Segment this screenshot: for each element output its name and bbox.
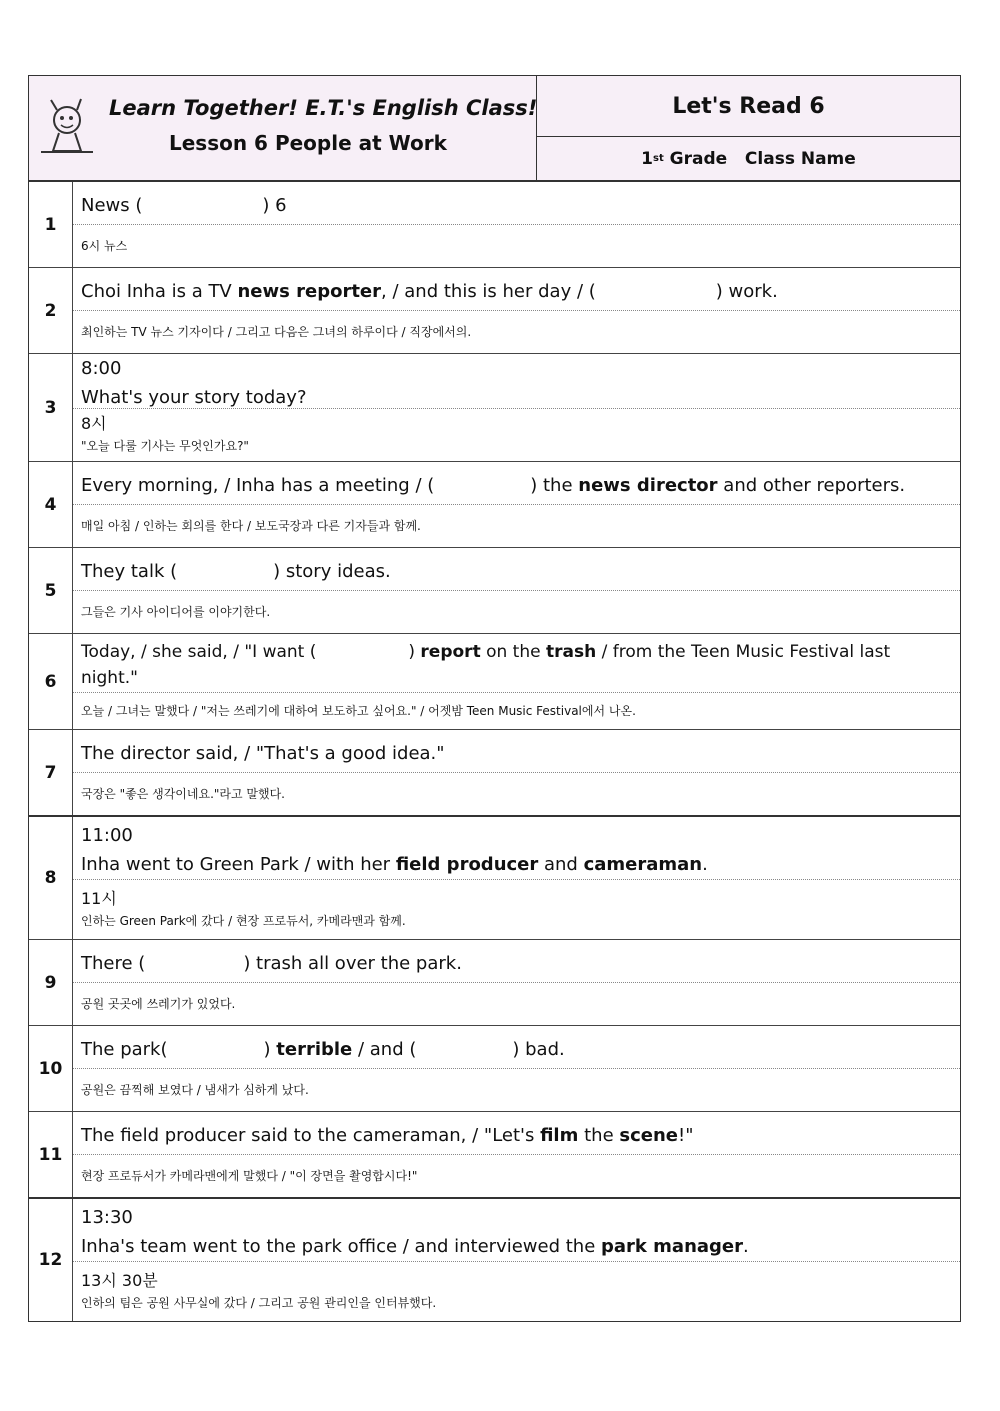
sentence-part: . xyxy=(743,1236,749,1257)
time-label: 13:30 xyxy=(81,1207,133,1228)
row-number: 7 xyxy=(29,730,73,815)
korean-translation: 6시 뉴스 xyxy=(81,239,128,253)
sentence-part: the xyxy=(578,1124,620,1146)
sentence-part: Choi Inha is a TV xyxy=(81,280,238,302)
vocab-word: film xyxy=(540,1124,579,1146)
grade-label: Grade Class Name xyxy=(663,148,856,169)
sentence-row xyxy=(29,1026,960,1112)
sentence-part: , / and this is her day / ( xyxy=(381,280,596,302)
english-sentence xyxy=(73,182,960,225)
et-character-logo-icon xyxy=(37,96,97,158)
sentence-row xyxy=(29,1199,960,1321)
vocab-word: scene xyxy=(619,1124,678,1146)
sentence-part: They talk ( xyxy=(81,560,178,582)
korean-translation: 오늘 / 그녀는 말했다 / "저는 쓰레기에 대하여 보도하고 싶어요." / 어젯밤 Teen Music Festival에서 나온. xyxy=(81,704,636,718)
grade-suffix: st xyxy=(653,153,664,164)
korean-text: 인하의 팀은 공원 사무실에 갔다 / 그리고 공원 관리인을 인터뷰했다. xyxy=(81,1295,437,1310)
korean-text: 인하는 Green Park에 갔다 / 현장 프로듀서, 카메라맨과 함께. xyxy=(81,913,406,928)
korean-time: 11시 xyxy=(81,888,117,908)
vocab-word: news director xyxy=(578,474,718,496)
sentence-part: Inha went to Green Park / with her xyxy=(81,854,396,875)
sentence-part: ) the xyxy=(530,474,579,496)
korean-translation xyxy=(73,1262,960,1321)
vocab-word: trash xyxy=(546,642,597,662)
sentence-part: and other reporters. xyxy=(717,474,906,496)
row-number: 11 xyxy=(29,1112,73,1197)
sentence-part: There ( xyxy=(81,952,146,974)
grade-number: 1 xyxy=(641,148,654,169)
sentence-part: / from the Teen Music Festival last night." xyxy=(81,642,891,688)
sentence-row xyxy=(29,354,960,462)
row-number: 8 xyxy=(29,817,73,939)
sentence-row xyxy=(29,268,960,354)
sentence-row xyxy=(29,940,960,1026)
time-label: 11:00 xyxy=(81,825,133,846)
korean-time: 13시 30분 xyxy=(81,1270,158,1290)
row-number: 12 xyxy=(29,1199,73,1321)
sentence-part: ) xyxy=(263,1038,277,1060)
korean-translation: 최인하는 TV 뉴스 기자이다 / 그리고 다음은 그녀의 하루이다 / 직장에서의. xyxy=(81,325,472,339)
english-sentence xyxy=(73,730,960,773)
header-title-block xyxy=(29,76,537,180)
sentence-row xyxy=(29,182,960,268)
header-info-block xyxy=(537,76,960,180)
vocab-word: news reporter xyxy=(237,280,382,302)
korean-translation xyxy=(73,880,960,939)
korean-translation: 국장은 "좋은 생각이네요."라고 말했다. xyxy=(81,787,285,801)
row-number: 1 xyxy=(29,182,73,267)
english-sentence xyxy=(73,1112,960,1155)
english-sentence xyxy=(73,462,960,505)
korean-time: 8시 xyxy=(81,414,107,433)
sentence-part: News ( xyxy=(81,194,143,216)
sentence-row xyxy=(29,730,960,817)
sentence-part: ) story ideas. xyxy=(273,560,391,582)
english-sentence xyxy=(73,634,960,693)
english-sentence xyxy=(73,817,960,880)
row-number: 2 xyxy=(29,268,73,353)
korean-text: "오늘 다룰 기사는 무엇인가요?" xyxy=(81,439,249,453)
english-sentence xyxy=(73,1026,960,1069)
sentence-part: / and ( xyxy=(352,1038,417,1060)
sentence-part: on the xyxy=(480,642,546,662)
sentence-part: The park( xyxy=(81,1038,168,1060)
sentence-part: The director said, / "That's a good idea." xyxy=(81,742,445,764)
worksheet xyxy=(28,75,961,1322)
row-number: 5 xyxy=(29,548,73,633)
vocab-word: field producer xyxy=(395,854,539,875)
sentence-part: ) 6 xyxy=(262,194,287,216)
sentence-row xyxy=(29,634,960,730)
class-title: Learn Together! E.T.'s English Class! xyxy=(109,96,538,120)
sentence-part: The field producer said to the cameraman, / "Let's xyxy=(81,1124,541,1146)
sentence-row xyxy=(29,462,960,548)
vocab-word: report xyxy=(420,642,481,662)
english-sentence xyxy=(73,268,960,311)
sentence-part: Inha's team went to the park office / and interviewed the xyxy=(81,1236,602,1257)
row-number: 9 xyxy=(29,940,73,1025)
row-number: 10 xyxy=(29,1026,73,1111)
sentence-row xyxy=(29,817,960,940)
sentence-part: ) work. xyxy=(715,280,778,302)
korean-translation: 매일 아침 / 인하는 회의를 한다 / 보도국장과 다른 기자들과 함께. xyxy=(81,519,421,533)
sentence-part: Today, / she said, / "I want ( xyxy=(81,642,317,662)
english-sentence xyxy=(73,354,960,409)
sentence-part: and xyxy=(538,854,584,875)
sentence-part: ) trash all over the park. xyxy=(243,952,462,974)
row-number: 3 xyxy=(29,354,73,461)
row-number: 4 xyxy=(29,462,73,547)
vocab-word: cameraman xyxy=(583,854,703,875)
english-sentence xyxy=(73,1199,960,1262)
english-sentence xyxy=(73,940,960,983)
sentence-part: ) xyxy=(408,642,421,662)
sentence-part: What's your story today? xyxy=(81,387,307,408)
time-label: 8:00 xyxy=(81,358,122,379)
vocab-word: park manager xyxy=(601,1236,743,1257)
sentence-row xyxy=(29,1112,960,1199)
read-title: Let's Read 6 xyxy=(537,76,960,137)
english-sentence xyxy=(73,548,960,591)
vocab-word: terrible xyxy=(276,1038,353,1060)
korean-translation: 공원은 끔찍해 보였다 / 냄새가 심하게 났다. xyxy=(81,1083,309,1097)
lesson-title: Lesson 6 People at Work xyxy=(169,131,447,155)
worksheet-header xyxy=(29,76,960,182)
korean-translation xyxy=(73,409,960,461)
sentence-row xyxy=(29,548,960,634)
grade-class-name xyxy=(537,137,960,180)
sentence-part: ) bad. xyxy=(512,1038,565,1060)
korean-translation: 그들은 기사 아이디어를 이야기한다. xyxy=(81,605,271,619)
korean-translation: 공원 곳곳에 쓰레기가 있었다. xyxy=(81,997,236,1011)
row-number: 6 xyxy=(29,634,73,729)
sentence-part: !" xyxy=(677,1124,694,1146)
sentence-part: Every morning, / Inha has a meeting / ( xyxy=(81,474,435,496)
sentence-part: . xyxy=(702,854,708,875)
korean-translation: 현장 프로듀서가 카메라맨에게 말했다 / "이 장면을 촬영합시다!" xyxy=(81,1169,418,1183)
